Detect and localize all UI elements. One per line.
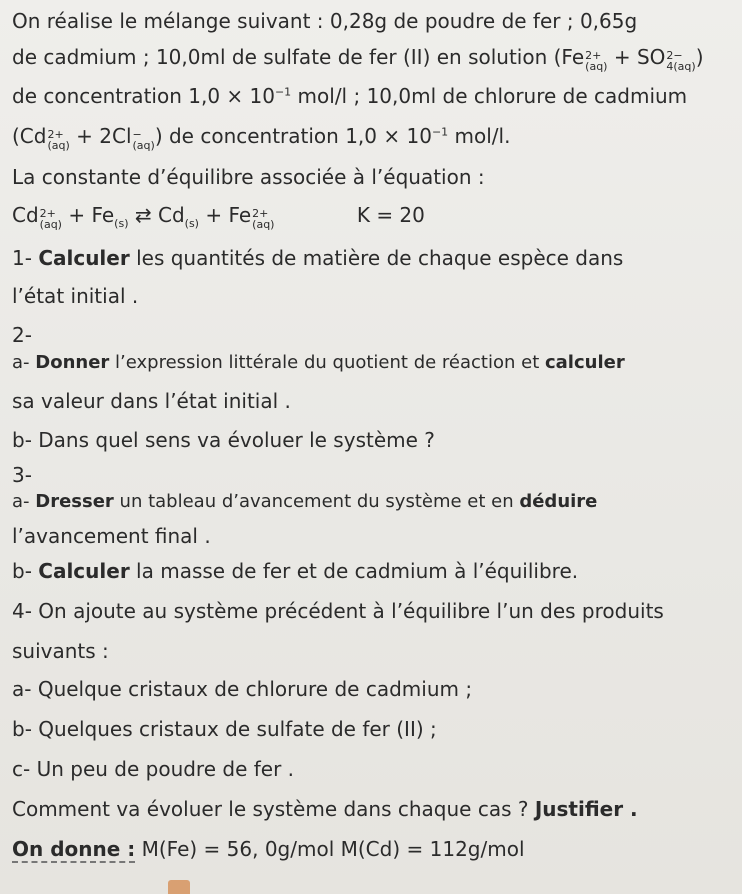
- eq-fe-ion-indices: [252, 208, 274, 230]
- q1-text: les quantités de matière de chaque espèce dans: [129, 246, 624, 270]
- cd-charge: 2+: [47, 128, 64, 141]
- question-3a-cont: [12, 523, 211, 549]
- q3b-text: la masse de fer et de cadmium à l’équilibre.: [129, 559, 579, 583]
- intro-line-2: [12, 44, 704, 72]
- given-data: [12, 836, 525, 862]
- q3a-text: un tableau d’avancement du système et en: [113, 491, 520, 512]
- cd-ion-indices: [47, 129, 69, 151]
- q4-question-text: Comment va évoluer le système dans chaque cas ?: [12, 797, 535, 821]
- eq-cd-charge: 2+: [39, 207, 56, 220]
- intro-text-2a: de cadmium ; 10,0ml de sulfate de fer (II) en solution (Fe: [12, 45, 585, 69]
- q1-number: 1-: [12, 246, 32, 270]
- intro-text-1: On réalise le mélange suivant : 0,28g de poudre de fer ; 0,65g: [12, 9, 638, 33]
- q4-text-cont: suivants :: [12, 639, 109, 663]
- fe-ion-indices: [585, 50, 607, 72]
- intro-text-4b: + 2Cl: [69, 124, 132, 148]
- q3a-text-cont: l’avancement final .: [12, 524, 211, 548]
- cl-charge: −: [132, 128, 142, 141]
- eq-fe-state: (s): [114, 217, 129, 230]
- q2a-verb2: calculer: [544, 352, 625, 373]
- eq-fe: + Fe: [61, 203, 115, 227]
- eq-cd-state: (aq): [39, 218, 62, 231]
- q3b-verb: Calculer: [38, 559, 130, 583]
- q3a-number: a-: [12, 491, 30, 512]
- equilibrium-intro: [12, 164, 485, 190]
- cl-state: (aq): [132, 139, 155, 152]
- intro-line-3: [12, 83, 687, 109]
- equilibrium-constant: K = 20: [356, 203, 425, 227]
- page-tab-decoration: [168, 880, 190, 894]
- so4-ion-indices: [666, 50, 695, 72]
- question-2a: [12, 350, 625, 376]
- question-1: [12, 245, 623, 271]
- intro-text-4a: (Cd: [12, 124, 47, 148]
- fe-state: (aq): [585, 60, 608, 73]
- eq-cd: Cd: [12, 203, 39, 227]
- question-1-cont: [12, 283, 138, 309]
- intro-line-4: [12, 123, 510, 151]
- q3b-number: b-: [12, 559, 32, 583]
- q4a-text: a- Quelque cristaux de chlorure de cadmium ;: [12, 677, 473, 701]
- eq-arrow: ⇄: [128, 203, 158, 227]
- so4-charge: 2−: [666, 49, 683, 62]
- question-4-cont: [12, 638, 109, 664]
- q3a-verb: Dresser: [35, 491, 114, 512]
- eq-fe-ion-charge: 2+: [252, 207, 269, 220]
- intro-line-1: [12, 8, 637, 34]
- intro-text-3b: mol/l ; 10,0ml de chlorure de cadmium: [291, 84, 688, 108]
- eq-cd-solid-state: (s): [184, 217, 199, 230]
- intro-text-3a: de concentration 1,0 × 10: [12, 84, 275, 108]
- q4-justify: Justifier .: [534, 797, 638, 821]
- q3-number: 3-: [12, 463, 32, 487]
- q4c-text: c- Un peu de poudre de fer .: [12, 757, 295, 781]
- q2a-text-cont: sa valeur dans l’état initial .: [12, 389, 291, 413]
- q4-text: 4- On ajoute au système précédent à l’équilibre l’un des produits: [12, 599, 664, 623]
- eq-cd-solid: Cd: [157, 203, 185, 227]
- question-2a-cont: [12, 388, 291, 414]
- q2-number: 2-: [12, 323, 32, 347]
- q3a-verb2: déduire: [519, 491, 598, 512]
- q4b-text: b- Quelques cristaux de sulfate de fer (II) ;: [12, 717, 437, 741]
- equilibrium-intro-text: La constante d’équilibre associée à l’équation :: [12, 165, 485, 189]
- cl-ion-indices: [133, 129, 155, 151]
- q1-text-cont: l’état initial .: [12, 284, 139, 308]
- question-4a: [12, 676, 472, 702]
- q1-verb: Calculer: [38, 246, 130, 270]
- fe-charge: 2+: [585, 49, 602, 62]
- question-4-question: [12, 796, 638, 822]
- question-4b: [12, 716, 437, 742]
- question-3-number: [12, 462, 32, 488]
- eq-fe-ion-state: (aq): [252, 218, 275, 231]
- question-2b: [12, 427, 435, 453]
- q2a-text: l’expression littérale du quotient de réaction et: [109, 352, 545, 373]
- intro-text-4c: ) de concentration 1,0 × 10: [154, 124, 432, 148]
- eq-cd-indices: [40, 208, 62, 230]
- given-values: M(Fe) = 56, 0g/mol M(Cd) = 112g/mol: [135, 837, 525, 861]
- exponent-2: −1: [431, 125, 449, 139]
- question-4: [12, 598, 664, 624]
- question-2-number: [12, 322, 32, 348]
- q2b-text: b- Dans quel sens va évoluer le système ?: [12, 428, 435, 452]
- q2a-verb: Donner: [35, 352, 110, 373]
- question-3a: [12, 489, 597, 515]
- intro-text-2b: + SO: [607, 45, 666, 69]
- cd-state: (aq): [47, 139, 70, 152]
- given-label: On donne :: [12, 837, 136, 861]
- equilibrium-equation: [12, 202, 425, 230]
- intro-text-2c: ): [695, 45, 704, 69]
- eq-fe-ion: + Fe: [198, 203, 252, 227]
- q2a-number: a-: [12, 352, 30, 373]
- exponent-1: −1: [274, 85, 292, 99]
- so4-state: 4(aq): [666, 60, 696, 73]
- question-4c: [12, 756, 294, 782]
- question-3b: [12, 558, 578, 584]
- intro-text-4d: mol/l.: [448, 124, 511, 148]
